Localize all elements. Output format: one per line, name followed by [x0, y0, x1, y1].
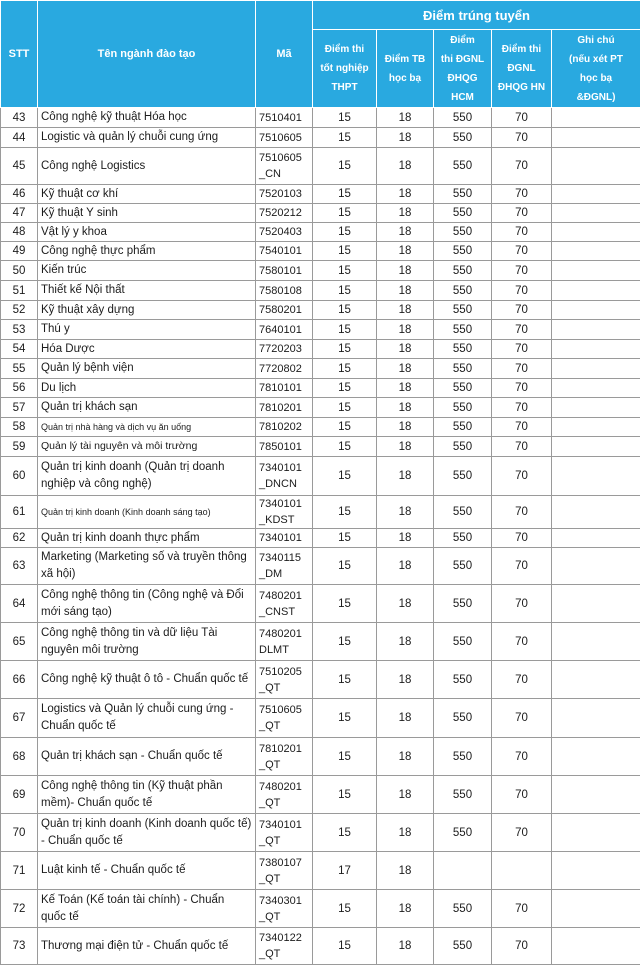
row-hcm: 550	[434, 814, 492, 852]
row-thpt: 15	[313, 529, 377, 548]
row-hcm: 550	[434, 320, 492, 340]
row-note	[552, 281, 640, 301]
row-major-name: Quản lý tài nguyên và môi trường	[38, 437, 256, 457]
table-row	[1, 261, 640, 281]
row-thpt: 15	[313, 261, 377, 281]
row-hcm: 550	[434, 359, 492, 379]
row-code: 7520403	[256, 223, 313, 242]
row-major-name: Công nghệ kỹ thuật Hóa học	[38, 108, 256, 128]
row-hocba: 18	[377, 185, 434, 204]
row-code: 7810201	[256, 398, 313, 418]
row-hn: 70	[492, 204, 552, 223]
row-major-name: Quản trị kinh doanh (Kinh doanh sáng tạo)	[38, 496, 256, 529]
row-note	[552, 585, 640, 623]
row-note	[552, 379, 640, 398]
row-hn: 70	[492, 261, 552, 281]
row-hn: 70	[492, 585, 552, 623]
row-note	[552, 496, 640, 529]
row-note	[552, 128, 640, 148]
row-hocba: 18	[377, 623, 434, 661]
row-code: 7510605	[256, 128, 313, 148]
row-note	[552, 242, 640, 261]
row-hn	[492, 852, 552, 890]
header-stt: STT	[1, 1, 38, 108]
row-code: 7510401	[256, 108, 313, 128]
row-thpt: 15	[313, 398, 377, 418]
row-thpt: 15	[313, 204, 377, 223]
row-hcm: 550	[434, 699, 492, 738]
table-row	[1, 128, 640, 148]
row-hn: 70	[492, 529, 552, 548]
row-hcm: 550	[434, 204, 492, 223]
row-stt: 43	[1, 108, 38, 128]
row-major-name: Công nghệ kỹ thuật ô tô - Chuẩn quốc tế	[38, 661, 256, 699]
row-code: 7580101	[256, 261, 313, 281]
row-thpt: 15	[313, 814, 377, 852]
row-hn: 70	[492, 128, 552, 148]
row-hcm: 550	[434, 223, 492, 242]
row-hocba: 18	[377, 204, 434, 223]
row-hn: 70	[492, 148, 552, 185]
row-note	[552, 548, 640, 585]
row-hocba: 18	[377, 242, 434, 261]
row-hcm: 550	[434, 585, 492, 623]
row-stt: 68	[1, 738, 38, 776]
row-major-name: Kế Toán (Kế toán tài chính) - Chuẩn quốc tế	[38, 890, 256, 928]
table-row	[1, 457, 640, 496]
row-stt: 49	[1, 242, 38, 261]
row-stt: 60	[1, 457, 38, 496]
header-code: Mã	[256, 1, 313, 108]
table-row	[1, 548, 640, 585]
row-code: 7340101 _KDST	[256, 496, 313, 529]
row-major-name: Công nghệ thông tin (Kỹ thuật phần mềm)- Chuẩn quốc tế	[38, 776, 256, 814]
header-major-name: Tên ngành đào tạo	[38, 1, 256, 108]
row-hn: 70	[492, 379, 552, 398]
row-hcm	[434, 852, 492, 890]
row-major-name: Công nghệ thực phẩm	[38, 242, 256, 261]
row-thpt: 15	[313, 437, 377, 457]
row-note	[552, 623, 640, 661]
row-major-name: Quản trị nhà hàng và dịch vụ ăn uống	[38, 418, 256, 437]
row-thpt: 15	[313, 320, 377, 340]
row-hocba: 18	[377, 852, 434, 890]
row-hn: 70	[492, 301, 552, 320]
row-stt: 62	[1, 529, 38, 548]
row-note	[552, 699, 640, 738]
row-hcm: 550	[434, 148, 492, 185]
row-code: 7520103	[256, 185, 313, 204]
table-row	[1, 585, 640, 623]
row-stt: 50	[1, 261, 38, 281]
row-major-name: Thú y	[38, 320, 256, 340]
row-note	[552, 185, 640, 204]
row-note	[552, 457, 640, 496]
row-hcm: 550	[434, 301, 492, 320]
row-code: 7480201 _CNST	[256, 585, 313, 623]
row-code: 7720203	[256, 340, 313, 359]
row-major-name: Công nghệ thông tin (Công nghệ và Đổi mới sáng tạo)	[38, 585, 256, 623]
row-hn: 70	[492, 496, 552, 529]
row-hocba: 18	[377, 108, 434, 128]
table-row	[1, 223, 640, 242]
row-major-name: Quản lý bệnh viện	[38, 359, 256, 379]
row-hocba: 18	[377, 585, 434, 623]
row-hn: 70	[492, 928, 552, 965]
header-thpt-score: Điểm thi tốt nghiệp THPT	[313, 30, 377, 108]
row-code: 7340101	[256, 529, 313, 548]
row-major-name: Quản trị kinh doanh (Quản trị doanh nghiệp và công nghệ)	[38, 457, 256, 496]
row-code: 7480201 _QT	[256, 776, 313, 814]
row-stt: 69	[1, 776, 38, 814]
row-thpt: 17	[313, 852, 377, 890]
row-hocba: 18	[377, 320, 434, 340]
row-hocba: 18	[377, 301, 434, 320]
row-code: 7510205 _QT	[256, 661, 313, 699]
row-note	[552, 261, 640, 281]
row-thpt: 15	[313, 379, 377, 398]
row-code: 7480201 DLMT	[256, 623, 313, 661]
row-hocba: 18	[377, 379, 434, 398]
row-hn: 70	[492, 814, 552, 852]
row-stt: 73	[1, 928, 38, 965]
row-hocba: 18	[377, 418, 434, 437]
row-hn: 70	[492, 457, 552, 496]
row-note	[552, 148, 640, 185]
row-hn: 70	[492, 738, 552, 776]
row-hocba: 18	[377, 398, 434, 418]
row-stt: 59	[1, 437, 38, 457]
row-note	[552, 529, 640, 548]
row-hcm: 550	[434, 185, 492, 204]
row-hocba: 18	[377, 457, 434, 496]
row-hn: 70	[492, 661, 552, 699]
row-stt: 65	[1, 623, 38, 661]
row-thpt: 15	[313, 623, 377, 661]
row-note	[552, 320, 640, 340]
row-code: 7810201 _QT	[256, 738, 313, 776]
row-code: 7510605 _CN	[256, 148, 313, 185]
row-stt: 56	[1, 379, 38, 398]
row-hcm: 550	[434, 457, 492, 496]
row-major-name: Kỹ thuật cơ khí	[38, 185, 256, 204]
row-code: 7340115 _DM	[256, 548, 313, 585]
row-thpt: 15	[313, 359, 377, 379]
table-row	[1, 814, 640, 852]
row-thpt: 15	[313, 301, 377, 320]
row-stt: 54	[1, 340, 38, 359]
table-row	[1, 776, 640, 814]
table-row	[1, 242, 640, 261]
row-stt: 66	[1, 661, 38, 699]
row-code: 7510605 _QT	[256, 699, 313, 738]
row-hocba: 18	[377, 699, 434, 738]
table-row	[1, 623, 640, 661]
row-major-name: Quản trị kinh doanh thực phẩm	[38, 529, 256, 548]
header-dgnl-hcm-score: Điểm thi ĐGNL ĐHQG HCM	[434, 30, 492, 108]
row-thpt: 15	[313, 108, 377, 128]
row-note	[552, 890, 640, 928]
row-major-name: Marketing (Marketing số và truyền thông xã hội)	[38, 548, 256, 585]
row-note	[552, 776, 640, 814]
row-major-name: Thương mại điện tử - Chuẩn quốc tế	[38, 928, 256, 965]
table-row	[1, 890, 640, 928]
row-hcm: 550	[434, 340, 492, 359]
table-row	[1, 204, 640, 223]
row-hcm: 550	[434, 379, 492, 398]
row-hn: 70	[492, 359, 552, 379]
row-code: 7580201	[256, 301, 313, 320]
row-hocba: 18	[377, 340, 434, 359]
row-hcm: 550	[434, 281, 492, 301]
table-row	[1, 340, 640, 359]
row-hn: 70	[492, 890, 552, 928]
row-thpt: 15	[313, 242, 377, 261]
row-code: 7580108	[256, 281, 313, 301]
row-thpt: 15	[313, 340, 377, 359]
row-thpt: 15	[313, 661, 377, 699]
row-hcm: 550	[434, 623, 492, 661]
row-major-name: Quản trị khách sạn	[38, 398, 256, 418]
row-hocba: 18	[377, 128, 434, 148]
row-hcm: 550	[434, 108, 492, 128]
row-thpt: 15	[313, 928, 377, 965]
row-thpt: 15	[313, 185, 377, 204]
row-stt: 71	[1, 852, 38, 890]
row-stt: 57	[1, 398, 38, 418]
table-body	[1, 108, 640, 965]
row-stt: 64	[1, 585, 38, 623]
row-stt: 55	[1, 359, 38, 379]
row-hcm: 550	[434, 890, 492, 928]
row-hocba: 18	[377, 496, 434, 529]
table-row	[1, 418, 640, 437]
row-thpt: 15	[313, 699, 377, 738]
row-note	[552, 108, 640, 128]
row-major-name: Kiến trúc	[38, 261, 256, 281]
table-row	[1, 699, 640, 738]
header-dgnl-hn-score: Điểm thi ĐGNL ĐHQG HN	[492, 30, 552, 108]
row-stt: 44	[1, 128, 38, 148]
header-admission-scores: Điểm trúng tuyển	[313, 1, 640, 30]
row-thpt: 15	[313, 890, 377, 928]
row-code: 7340101 _QT	[256, 814, 313, 852]
row-hcm: 550	[434, 398, 492, 418]
row-hocba: 18	[377, 776, 434, 814]
row-note	[552, 661, 640, 699]
table-row	[1, 185, 640, 204]
row-thpt: 15	[313, 223, 377, 242]
row-stt: 52	[1, 301, 38, 320]
row-code: 7340301 _QT	[256, 890, 313, 928]
table-row	[1, 359, 640, 379]
row-hn: 70	[492, 398, 552, 418]
row-code: 7520212	[256, 204, 313, 223]
row-stt: 63	[1, 548, 38, 585]
row-thpt: 15	[313, 585, 377, 623]
row-major-name: Du lịch	[38, 379, 256, 398]
row-hn: 70	[492, 108, 552, 128]
row-code: 7720802	[256, 359, 313, 379]
row-thpt: 15	[313, 776, 377, 814]
table-row	[1, 529, 640, 548]
row-major-name: Vật lý y khoa	[38, 223, 256, 242]
row-hocba: 18	[377, 928, 434, 965]
row-hn: 70	[492, 281, 552, 301]
table-row	[1, 379, 640, 398]
row-thpt: 15	[313, 148, 377, 185]
row-code: 7640101	[256, 320, 313, 340]
table-row	[1, 148, 640, 185]
row-thpt: 15	[313, 281, 377, 301]
row-hn: 70	[492, 623, 552, 661]
row-hocba: 18	[377, 281, 434, 301]
row-stt: 67	[1, 699, 38, 738]
row-hn: 70	[492, 340, 552, 359]
row-major-name: Công nghệ Logistics	[38, 148, 256, 185]
row-code: 7540101	[256, 242, 313, 261]
row-hn: 70	[492, 548, 552, 585]
row-stt: 47	[1, 204, 38, 223]
row-hcm: 550	[434, 548, 492, 585]
row-stt: 61	[1, 496, 38, 529]
row-hcm: 550	[434, 437, 492, 457]
row-hocba: 18	[377, 359, 434, 379]
row-code: 7340101 _DNCN	[256, 457, 313, 496]
table-row	[1, 928, 640, 965]
row-hcm: 550	[434, 776, 492, 814]
row-code: 7850101	[256, 437, 313, 457]
row-hocba: 18	[377, 661, 434, 699]
row-major-name: Logistic và quản lý chuỗi cung ứng	[38, 128, 256, 148]
row-major-name: Luật kinh tế - Chuẩn quốc tế	[38, 852, 256, 890]
row-hn: 70	[492, 242, 552, 261]
row-hn: 70	[492, 418, 552, 437]
row-hcm: 550	[434, 928, 492, 965]
row-hcm: 550	[434, 418, 492, 437]
row-hn: 70	[492, 699, 552, 738]
row-hn: 70	[492, 223, 552, 242]
row-note	[552, 223, 640, 242]
row-thpt: 15	[313, 128, 377, 148]
row-hn: 70	[492, 320, 552, 340]
row-major-name: Hóa Dược	[38, 340, 256, 359]
row-thpt: 15	[313, 738, 377, 776]
row-code: 7380107 _QT	[256, 852, 313, 890]
row-major-name: Quản trị kinh doanh (Kinh doanh quốc tế) - Chuẩn quốc tế	[38, 814, 256, 852]
row-stt: 51	[1, 281, 38, 301]
table-row	[1, 496, 640, 529]
row-hn: 70	[492, 185, 552, 204]
row-note	[552, 437, 640, 457]
row-hcm: 550	[434, 661, 492, 699]
row-thpt: 15	[313, 418, 377, 437]
row-hocba: 18	[377, 548, 434, 585]
row-note	[552, 418, 640, 437]
table-row	[1, 852, 640, 890]
table-row	[1, 108, 640, 128]
row-hcm: 550	[434, 242, 492, 261]
row-major-name: Thiết kế Nội thất	[38, 281, 256, 301]
row-hocba: 18	[377, 890, 434, 928]
row-note	[552, 204, 640, 223]
row-hocba: 18	[377, 223, 434, 242]
row-major-name: Quản trị khách sạn - Chuẩn quốc tế	[38, 738, 256, 776]
row-stt: 48	[1, 223, 38, 242]
row-hcm: 550	[434, 496, 492, 529]
row-hcm: 550	[434, 529, 492, 548]
row-code: 7810101	[256, 379, 313, 398]
header-note: Ghi chú (nếu xét PT học bạ &ĐGNL)	[552, 30, 640, 108]
header-transcript-score: Điểm TB học bạ	[377, 30, 434, 108]
row-note	[552, 359, 640, 379]
row-hcm: 550	[434, 738, 492, 776]
row-hocba: 18	[377, 437, 434, 457]
row-hocba: 18	[377, 148, 434, 185]
row-thpt: 15	[313, 457, 377, 496]
row-hocba: 18	[377, 738, 434, 776]
row-hn: 70	[492, 776, 552, 814]
row-major-name: Logistics và Quản lý chuỗi cung ứng - Chuẩn quốc tế	[38, 699, 256, 738]
row-code: 7810202	[256, 418, 313, 437]
row-major-name: Công nghệ thông tin và dữ liệu Tài nguyên môi trường	[38, 623, 256, 661]
row-note	[552, 928, 640, 965]
row-note	[552, 398, 640, 418]
row-major-name: Kỹ thuật Y sinh	[38, 204, 256, 223]
row-hn: 70	[492, 437, 552, 457]
row-note	[552, 814, 640, 852]
table-row	[1, 738, 640, 776]
row-hcm: 550	[434, 261, 492, 281]
row-note	[552, 738, 640, 776]
row-stt: 70	[1, 814, 38, 852]
row-stt: 58	[1, 418, 38, 437]
table-row	[1, 320, 640, 340]
row-stt: 45	[1, 148, 38, 185]
row-note	[552, 301, 640, 320]
row-hcm: 550	[434, 128, 492, 148]
table-row	[1, 437, 640, 457]
row-thpt: 15	[313, 496, 377, 529]
table-row	[1, 398, 640, 418]
row-note	[552, 340, 640, 359]
row-hocba: 18	[377, 529, 434, 548]
table-row	[1, 661, 640, 699]
row-stt: 53	[1, 320, 38, 340]
table-header	[1, 1, 640, 108]
row-thpt: 15	[313, 548, 377, 585]
row-note	[552, 852, 640, 890]
table-row	[1, 281, 640, 301]
table-row	[1, 301, 640, 320]
row-stt: 72	[1, 890, 38, 928]
row-code: 7340122 _QT	[256, 928, 313, 965]
row-hocba: 18	[377, 814, 434, 852]
row-major-name: Kỹ thuật xây dựng	[38, 301, 256, 320]
row-hocba: 18	[377, 261, 434, 281]
row-stt: 46	[1, 185, 38, 204]
